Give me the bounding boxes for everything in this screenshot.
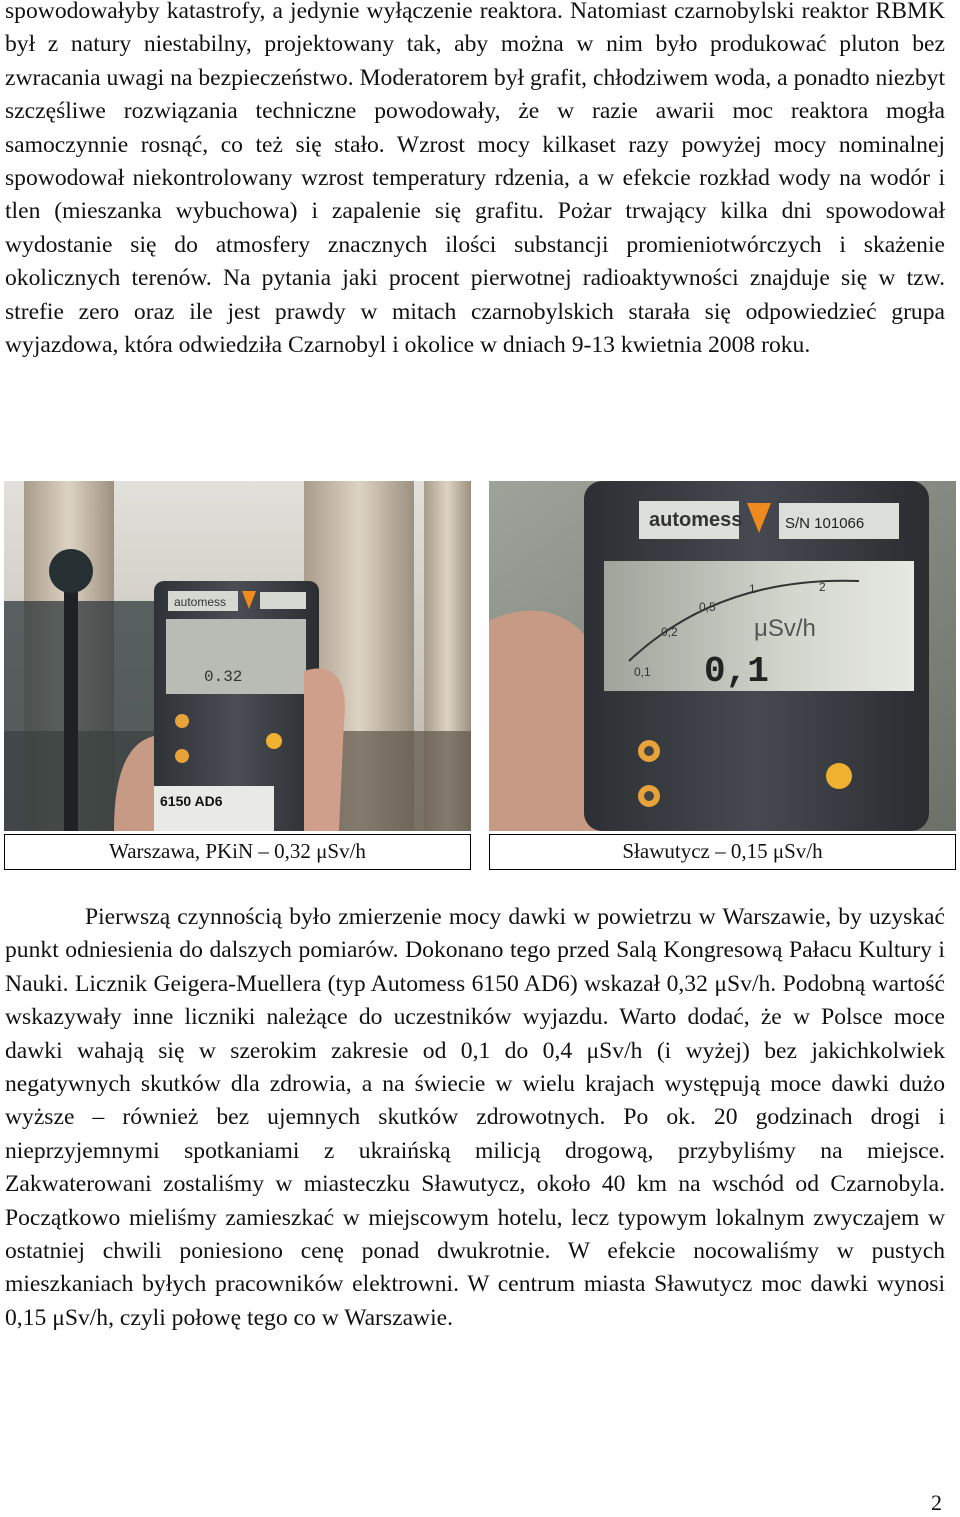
caption-warsaw: Warszawa, PKiN – 0,32 μSv/h [4, 834, 471, 870]
right-scale-label-2: 0,5 [699, 600, 716, 614]
paragraph-bottom: Pierwszą czynnością było zmierzenie mocy dawki w powietrzu w Warszawie, by uzyskać punkt odniesienia do dalszych pomiarów. Dokonano tego przed Salą Kongresową Pałacu Kultury i Nauki. Licznik Geigera-Muellera (typ Automess 6150 AD6) wskazał 0,32 μSv/h. Podobną wartość wskazywały inne liczniki należące do uczestników wyjazdu. Warto dodać, że w Polsce moce dawki wahają się w szerokim zakresie od 0,1 do 0,4 μSv/h (i wyżej) bez jakichkolwiek negatywnych skutków dla zdrowia, a na świecie w wielu krajach występują moce dawki dużo wyższe – również bez ujemnych skutków zdrowotnych. Po ok. 20 godzinach drogi i nieprzyjemnymi spotkaniami z ukraińską milicją drogową, przybyliśmy na miejsce. Zakwaterowani zostaliśmy w miasteczku Sławutycz, około 40 km na wschód od Czarnobyla. Początkowo mieliśmy zamieszkać w miejscowym hotelu, lecz typowym lokalnym zwyczajem w ostatniej chwili poniesiono cenę ponad dwukrotnie. W efekcie nocowaliśmy w pustych mieszkaniach byłych pracowników elektrowni. W centrum miasta Sławutycz moc dawki wynosi 0,15 μSv/h, czyli połowę tego co w Warszawie. [5, 904, 945, 1331]
right-display-unit: μSv/h [754, 615, 816, 642]
left-display-reading: 0.32 [204, 668, 243, 686]
right-device-brand: automess [649, 509, 743, 531]
photo-slavutych-dosimeter [489, 481, 956, 831]
left-device-model: 6150 AD6 [160, 793, 223, 809]
paragraph-top: spowodowałyby katastrofy, a jedynie wyłączenie reaktora. Natomiast czarnobylski reaktor RBMK był z natury niestabilny, projektowany tak, aby można w nim było produkować pluton bez zwracania uwagi na bezpieczeństwo. Moderatorem był grafit, chłodziwem woda, a ponadto niezbyt szczęśliwe rozwiązania techniczne powodowały, że w razie awarii moc reaktora mogła samoczynnie rosnąć, co też się stało. Wzrost mocy kilkaset razy powyżej mocy nominalnej spowodował niekontrolowany wzrost temperatury rdzenia, a w efekcie rozkład wody na wodór i tlen (mieszanka wybuchowa) i zapalenie się grafitu. Pożar trwający kilka dni spowodował wydostanie się do atmosfery znacznych ilości substancji promieniotwórczych i skażenie okolicznych terenów. Na pytania jaki procent pierwotnej radioaktywności znajduje się w tzw. strefie zero oraz ile jest prawdy w mitach czarnobylskich starała się odpowiedzieć grupa wyjazdowa, która odwiedziła Czarnobyl i okolice w dniach 9-13 kwietnia 2008 roku. [5, 0, 945, 359]
right-scale-label-3: 1 [749, 582, 756, 596]
right-scale-label-4: 2 [819, 580, 826, 594]
photo-slavutych-illustration [489, 481, 956, 831]
right-scale-label-1: 0,2 [661, 625, 678, 639]
photo-warsaw-dosimeter [4, 481, 471, 831]
left-device-brand: automess [174, 595, 227, 609]
right-display-reading: 0,1 [704, 651, 769, 692]
photo-warsaw-illustration [4, 481, 471, 831]
right-scale-label-0: 0,1 [634, 665, 651, 679]
caption-slavutych: Sławutycz – 0,15 μSv/h [489, 834, 956, 870]
right-serial-number: S/N 101066 [785, 515, 865, 532]
page-number: 2 [931, 1490, 942, 1515]
